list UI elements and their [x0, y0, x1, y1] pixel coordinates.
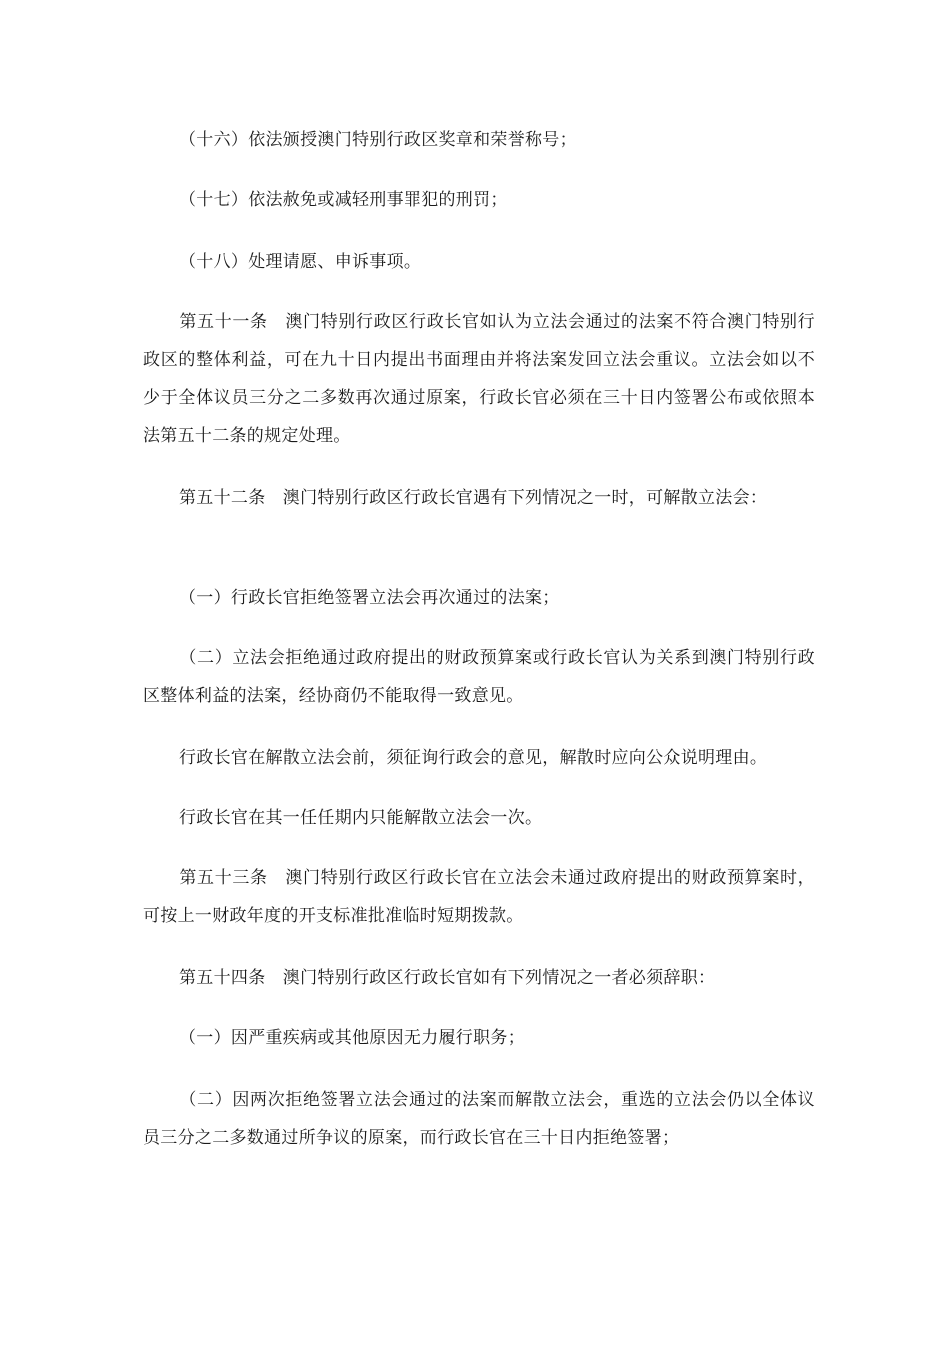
- paragraph-text: （一）行政长官拒绝签署立法会再次通过的法案；: [179, 588, 560, 608]
- paragraph-text: （十六）依法颁授澳门特别行政区奖章和荣誉称号；: [179, 130, 577, 150]
- paragraph-text: （一）因严重疾病或其他原因无力履行职务；: [179, 1028, 525, 1048]
- article-51: [143, 303, 815, 455]
- paragraph-item-17: [143, 181, 815, 219]
- paragraph-text: （二）因两次拒绝签署立法会通过的法案而解散立法会，重选的立法会仍以全体议员三分之二多数通过所争议的原案，而行政长官在三十日内拒绝签署；: [143, 1090, 815, 1148]
- paragraph-text: 第五十二条 澳门特别行政区行政长官遇有下列情况之一时，可解散立法会：: [179, 488, 768, 508]
- article-54-item-1: [143, 1019, 815, 1057]
- paragraph-text: 第五十四条 澳门特别行政区行政长官如有下列情况之一者必须辞职：: [179, 968, 716, 988]
- paragraph-item-18: [143, 243, 815, 281]
- article-52-item-2: [143, 639, 815, 715]
- dissolution-limit-paragraph: [143, 799, 815, 837]
- paragraph-text: 行政长官在其一任任期内只能解散立法会一次。: [179, 808, 543, 828]
- dissolution-consultation-paragraph: [143, 739, 815, 777]
- paragraph-text: （十八）处理请愿、申诉事项。: [179, 252, 422, 272]
- paragraph-text: （十七）依法赦免或减轻刑事罪犯的刑罚；: [179, 190, 508, 210]
- article-52: [143, 479, 815, 517]
- article-54-item-2: [143, 1081, 815, 1157]
- paragraph-text: 行政长官在解散立法会前，须征询行政会的意见，解散时应向公众说明理由。: [179, 748, 768, 768]
- paragraph-text: 第五十一条 澳门特别行政区行政长官如认为立法会通过的法案不符合澳门特别行政区的整体利益，可在九十日内提出书面理由并将法案发回立法会重议。立法会如以不少于全体议员三分之二多数再次通过原案，行政长官必须在三十日内签署公布或依照本法第五十二条的规定处理。: [143, 312, 815, 446]
- paragraph-item-16: [143, 121, 815, 159]
- article-53: [143, 859, 815, 935]
- paragraph-text: 第五十三条 澳门特别行政区行政长官在立法会未通过政府提出的财政预算案时，可按上一财政年度的开支标准批准临时短期拨款。: [143, 868, 815, 926]
- article-54: [143, 959, 815, 997]
- article-52-item-1: [143, 579, 815, 617]
- paragraph-text: （二）立法会拒绝通过政府提出的财政预算案或行政长官认为关系到澳门特别行政区整体利益的法案，经协商仍不能取得一致意见。: [143, 648, 815, 706]
